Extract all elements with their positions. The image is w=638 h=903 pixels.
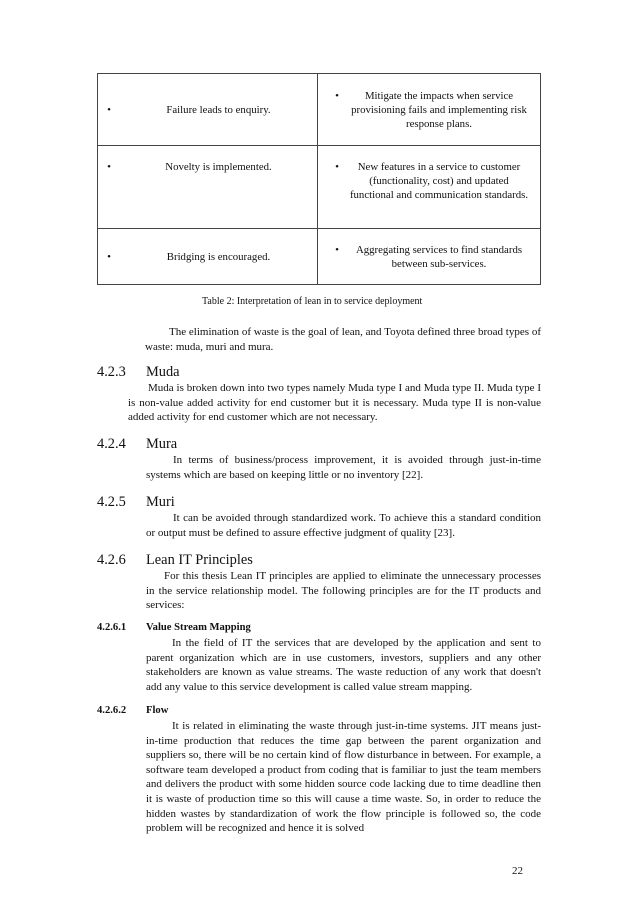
section-title: Lean IT Principles: [146, 552, 253, 568]
muda-paragraph: Muda is broken down into two types namely Muda type I and Muda type II. Muda type I is non-value added activity for end customer but it is necessary. Muda type II is non-value added activity for end customer which are not necessary.: [128, 382, 541, 424]
cell-text: Failure leads to enquiry.: [166, 103, 271, 116]
table-row: [98, 146, 541, 229]
subsection-number: 4.2.6.1: [97, 622, 127, 633]
lean-it-paragraph: For this thesis Lean IT principles are applied to eliminate the unnecessary processes in the service relationship model. The following principles are for the IT products and services:: [146, 570, 541, 612]
section-number: 4.2.5: [97, 494, 126, 510]
muri-paragraph: It can be avoided through standardized work. To achieve this a standard condition or output must be defined to assure effective judgment of quality [23].: [146, 512, 541, 539]
bullet-icon: •: [107, 161, 111, 173]
table-cell: [98, 229, 318, 285]
intro-paragraph: The elimination of waste is the goal of lean, and Toyota defined three broad types of waste: muda, muri and mura.: [145, 326, 541, 353]
table-cell: [318, 229, 541, 285]
bullet-icon: •: [107, 103, 111, 116]
bullet-icon: •: [335, 243, 339, 256]
section-title: Muri: [146, 494, 175, 510]
section-heading-muri: [0, 494, 638, 512]
bullet-icon: •: [335, 161, 339, 173]
table-cell: [98, 146, 318, 229]
section-heading-mura: [0, 436, 638, 454]
table-caption: Table 2: Interpretation of lean in to service deployment: [202, 296, 423, 307]
table-row: [98, 229, 541, 285]
section-heading-muda: [0, 364, 638, 382]
mura-paragraph: In terms of business/process improvement, it is avoided through just-in-time systems which are based on keeping little or no inventory [22].: [146, 454, 541, 481]
table-cell: [318, 146, 541, 229]
lean-interpretation-table: [97, 73, 541, 285]
cell-text: Aggregating services to find standards between sub-services.: [355, 243, 523, 270]
section-heading-lean-it: [0, 552, 638, 570]
section-number: 4.2.3: [97, 364, 126, 380]
section-number: 4.2.6: [97, 552, 126, 568]
table-row: [98, 74, 541, 146]
subsection-number: 4.2.6.2: [97, 705, 127, 716]
cell-text: New features in a service to customer (functionality, cost) and updated functional and communication standards.: [349, 161, 529, 201]
bullet-icon: •: [107, 250, 111, 263]
cell-text: Bridging is encouraged.: [166, 250, 271, 263]
section-number: 4.2.4: [97, 436, 126, 452]
table-cell: [318, 74, 541, 146]
flow-paragraph: It is related in eliminating the waste through just-in-time systems. JIT means just-in-time production that reduces the time gap between the parent organization and suppliers so, there will be no certain kind of flow disturbance in between. For example, a software team developed a product from coding that is familiar to just the team members and delivers the product with some hidden source code lacking due to time deadline then it is waste of production time so this will cause a time waste. So, in order to reduce the hidden wastes by standardization of work the flow principle is followed so, the code problem will be recognized and hence it is solved: [146, 720, 541, 835]
page-number: 22: [512, 865, 523, 877]
subsection-title: Value Stream Mapping: [146, 622, 251, 633]
subsection-heading-vsm: [0, 622, 638, 637]
subsection-title: Flow: [146, 705, 169, 716]
table-cell: [98, 74, 318, 146]
cell-text: Novelty is implemented.: [165, 161, 272, 173]
subsection-heading-flow: [0, 705, 638, 720]
vsm-paragraph: In the field of IT the services that are developed by the application and sent to parent organization which are in use customers, investors, suppliers and any other stakeholders are known as value streams. The waste reduction of any work that doesn't add any value to this service development is called value stream mapping.: [146, 637, 541, 693]
bullet-icon: •: [335, 89, 339, 102]
section-title: Mura: [146, 436, 178, 452]
section-title: Muda: [146, 364, 180, 380]
cell-text: Mitigate the impacts when service provisioning fails and implementing risk response plans.: [351, 89, 527, 130]
